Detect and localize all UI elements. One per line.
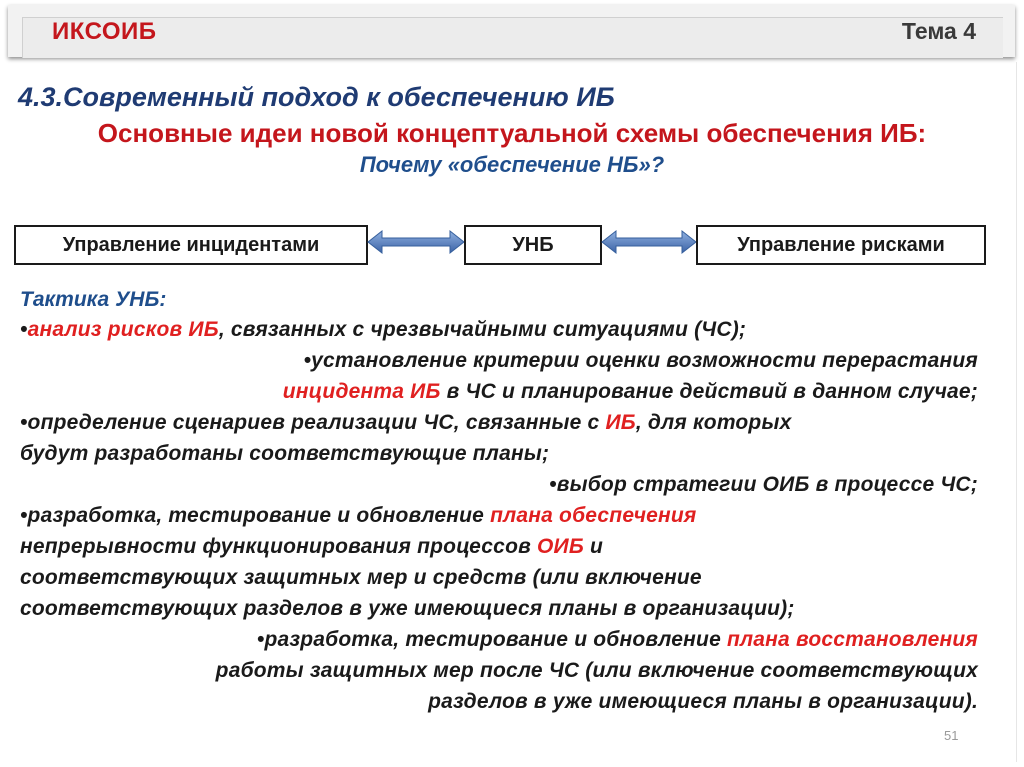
brand-label: ИКСОИБ [52,18,157,45]
tactics-line-6: •выбор стратегии ОИБ в процессе ЧС; [549,473,978,496]
line-text: в ЧС и планирование действий в данном случае; [440,380,978,403]
highlight-text: плана обеспечения [490,504,697,527]
line-text: , для которых [635,411,792,434]
bullet: • [20,318,28,341]
highlight-text: ОИБ [537,535,584,558]
tactics-line-7 [20,504,697,528]
incident-management-box: Управление инцидентами [14,225,368,265]
page-number: 51 [944,728,959,743]
highlight-text: инцидента ИБ [282,380,441,403]
risk-management-box: Управление рисками [696,225,986,265]
tactics-line-1 [20,318,746,342]
tactics-line-8 [20,535,603,559]
line-text: •определение сценариев реализации ЧС, связанные с [20,411,606,434]
tactics-line-11 [257,628,978,652]
divider [1016,62,1017,762]
section-title: 4.3.Современный подход к обеспечению ИБ [18,82,615,112]
header-band [8,5,1015,57]
highlight-text: анализ рисков ИБ [27,318,219,341]
double-arrow-left-icon [366,229,466,255]
tactics-line-2: •установление критерии оценки возможности перерастания [303,349,978,372]
tactics-line-4 [20,411,791,435]
topic-label: Тема 4 [901,18,976,44]
tactics-line-10: соответствующих разделов в уже имеющиеся планы в организации); [20,597,795,620]
highlight-text: ИБ [605,411,636,434]
tactics-title: Тактика УНБ: [20,288,167,311]
subtitle: Основные идеи новой концептуальной схемы обеспечения ИБ: [97,118,927,148]
tactics-line-3 [283,380,978,404]
line-text: непрерывности функционирования процессов [20,535,538,558]
line-text: •разработка, тестирование и обновление [256,628,727,651]
line-text: , связанных с чрезвычайными ситуациями (ЧС); [218,318,747,341]
question-heading: Почему «обеспечение НБ»? [359,152,665,177]
tactics-line-5: будут разработаны соответствующие планы; [20,442,550,465]
line-text: •разработка, тестирование и обновление [20,504,491,527]
line-text: и [583,535,603,558]
header-inner-panel [22,17,1003,58]
tactics-line-9: соответствующих защитных мер и средств (или включение [20,566,702,589]
unb-box: УНБ [464,225,602,265]
tactics-line-12: работы защитных мер после ЧС (или включение соответствующих [215,659,978,682]
tactics-line-13: разделов в уже имеющиеся планы в организации). [428,690,978,713]
highlight-text: плана восстановления [726,628,978,651]
double-arrow-right-icon [600,229,698,255]
